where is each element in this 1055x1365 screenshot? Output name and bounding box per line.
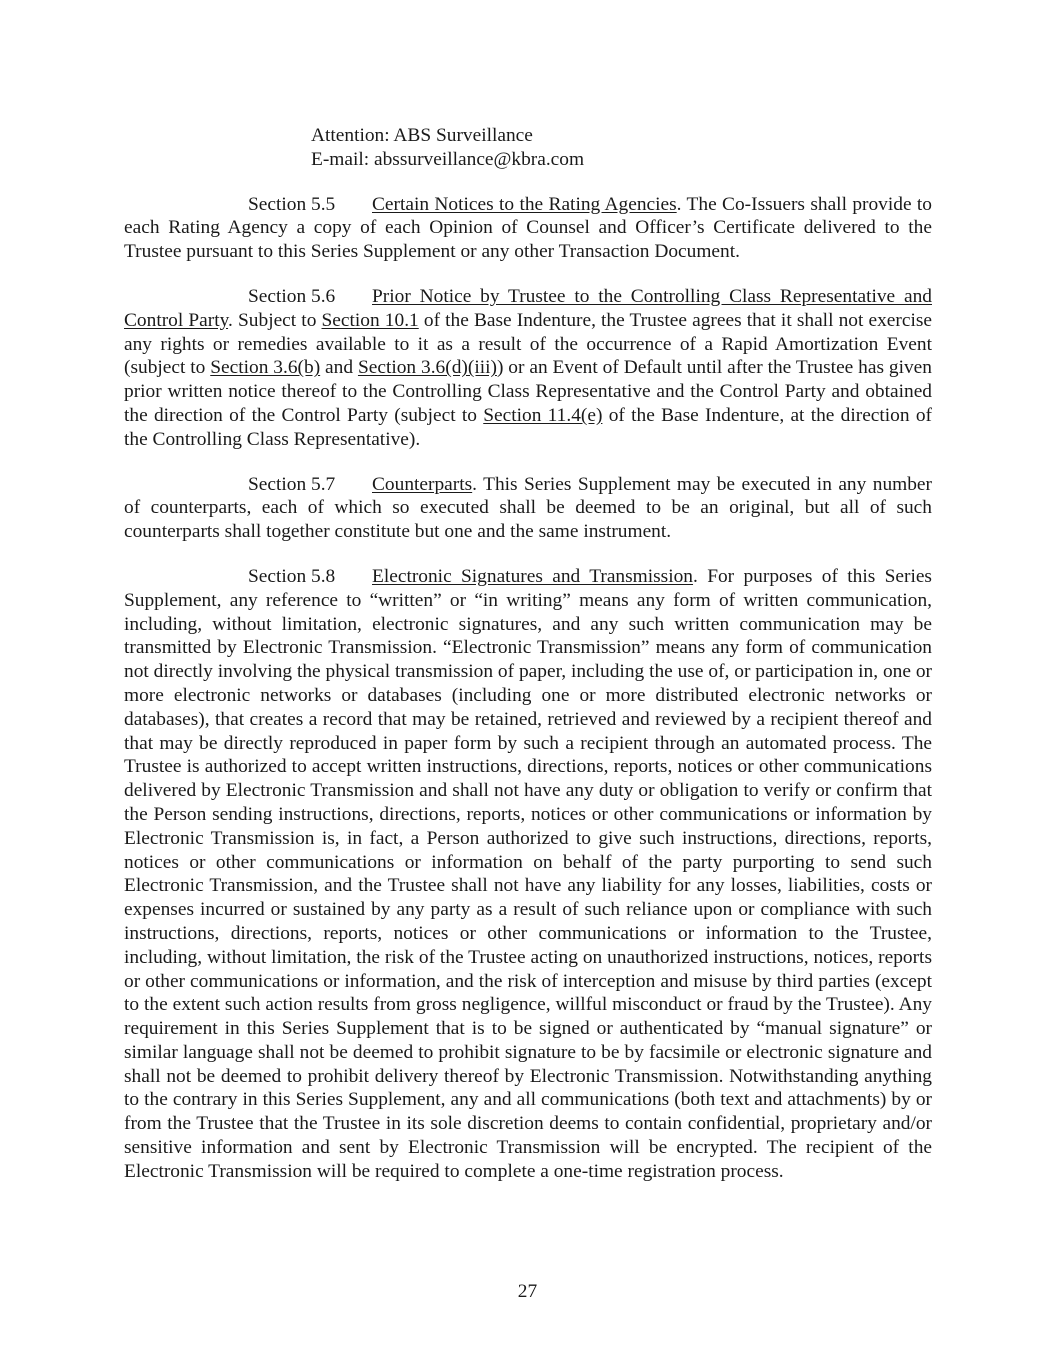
attention-line: Attention: ABS Surveillance xyxy=(311,125,533,146)
section-5-6 xyxy=(124,285,932,452)
cross-reference: Section 10.1 xyxy=(321,309,419,331)
section-heading: Prior Notice by Trustee to the Controlling Class Representative and Control Party xyxy=(124,285,932,331)
document-page xyxy=(124,124,932,1184)
section-body: . For purposes of this Series Supplement, any reference to “written” or “in writing” means any form of written communication, including, without limitation, electronic signatures, and any such written communication may be transmitted by Electronic Transmission. “Electronic Transmission” means any form of communication not directly involving the physical transmission of paper, including the use of, or participation in, one or more electronic networks or databases (including one or more distributed electronic networks or databases), that creates a record that may be retained, retrieved and reviewed by a recipient thereof and that may be directly reproduced in paper form by such a recipient through an automated process. The Trustee is authorized to accept written instructions, directions, reports, notices or other communications delivered by Electronic Transmission and shall not have any duty or obligation to verify or confirm that the Person sending instructions, directions, reports, notices or other communications or information by Electronic Transmission is, in fact, a Person authorized to give such instructions, directions, reports, notices or other communications or information on behalf of the party purporting to send such Electronic Transmission, and the Trustee shall not have any liability for any losses, liabilities, costs or expenses incurred or sustained by any party as a result of such reliance upon or compliance with such instructions, directions, reports, notices or other communications or information to the Trustee, including, without limitation, the risk of the Trustee acting on unauthorized instructions, notices, reports or other communications or information, and the risk of interception and misuse by third parties (except to the extent such action results from gross negligence, willful misconduct or fraud by the Trustee). Any requirement in this Series Supplement that is to be signed or authenticated by “manual signature” or similar language shall not be deemed to prohibit signature to be by facsimile or electronic signature and shall not be deemed to prohibit delivery thereof by Electronic Transmission. Notwithstanding anything to the contrary in this Series Supplement, any and all communications (both text and attachments) by or from the Trustee that the Trustee in its sole discretion deems to contain confidential, proprietary and/or sensitive information and sent by Electronic Transmission will be encrypted. The recipient of the Electronic Transmission will be required to complete a one-time registration process. xyxy=(124,565,932,1182)
section-number: Section 5.6 xyxy=(248,285,336,307)
section-body: . This Series Supplement may be executed in any number of counterparts, each of which so executed shall be deemed to be an original, but all of such counterparts shall together constitute but one and the same instrument. xyxy=(124,473,932,543)
section-heading: Electronic Signatures and Transmission xyxy=(372,565,694,587)
section-body: . Subject to xyxy=(228,309,322,331)
cross-reference: Section 3.6(b) xyxy=(210,357,321,379)
section-5-8 xyxy=(124,565,932,1184)
section-heading: Certain Notices to the Rating Agencies xyxy=(372,193,677,215)
section-heading: Counterparts xyxy=(372,473,473,495)
section-body: ) or an Event of Default until after the Trustee has given prior written notice thereof to the Controlling Class Representative and the Control Party and obtained the direction of the Control Party (subject to xyxy=(124,357,932,426)
cross-reference: Section 3.6(d)(iii) xyxy=(357,357,497,379)
section-body: of the Base Indenture, at the direction of the Controlling Class Representative). xyxy=(124,404,932,450)
section-number: Section 5.8 xyxy=(248,565,336,587)
page-number: 27 xyxy=(517,1281,538,1302)
section-number: Section 5.7 xyxy=(248,473,336,495)
section-body: . The Co-Issuers shall provide to each Rating Agency a copy of each Opinion of Counsel and Officer’s Certificate delivered to the Trustee pursuant to this Series Supplement or any other Transaction Document. xyxy=(124,193,932,263)
notice-address-block xyxy=(311,124,932,172)
email-line: E-mail: abssurveillance@kbra.com xyxy=(311,148,585,170)
section-5-7 xyxy=(124,473,932,544)
section-number: Section 5.5 xyxy=(248,193,336,215)
section-5-5 xyxy=(124,193,932,264)
cross-reference: Section 11.4(e) xyxy=(483,404,603,426)
section-body: and xyxy=(320,357,358,379)
section-body: of the Base Indenture, the Trustee agrees that it shall not exercise any rights or remedies available to it as a result of the occurrence of a Rapid Amortization Event (subject to xyxy=(124,309,932,379)
